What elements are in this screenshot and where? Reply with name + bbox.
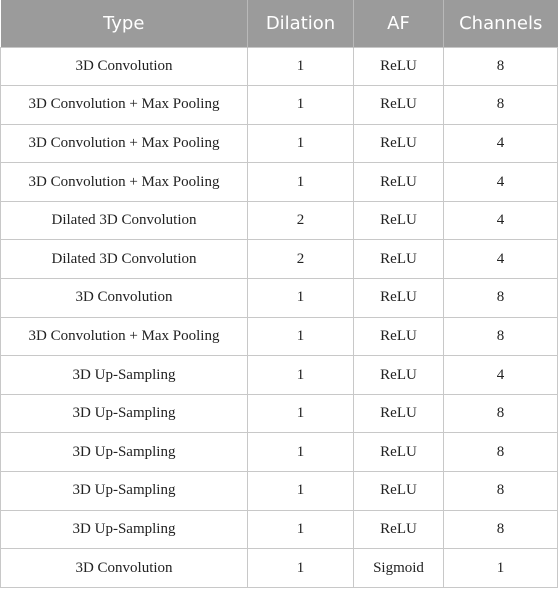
cell-channels: 4: [444, 201, 558, 240]
cell-dilation: 1: [248, 472, 354, 511]
cell-dilation: 1: [248, 433, 354, 472]
cell-af: ReLU: [354, 47, 444, 86]
cell-dilation: 1: [248, 356, 354, 395]
cell-type: Dilated 3D Convolution: [1, 201, 248, 240]
cell-dilation: 1: [248, 317, 354, 356]
table-row: [1, 356, 558, 395]
cell-channels: 4: [444, 240, 558, 279]
cell-type: 3D Convolution + Max Pooling: [1, 124, 248, 163]
cell-type: 3D Up-Sampling: [1, 394, 248, 433]
cell-type: 3D Up-Sampling: [1, 510, 248, 549]
table-row: [1, 240, 558, 279]
cell-af: Sigmoid: [354, 549, 444, 588]
table-row: [1, 510, 558, 549]
cell-channels: 8: [444, 433, 558, 472]
table-row: [1, 86, 558, 125]
cell-dilation: 1: [248, 394, 354, 433]
cell-af: ReLU: [354, 472, 444, 511]
cell-af: ReLU: [354, 201, 444, 240]
cell-type: 3D Convolution: [1, 47, 248, 86]
table-row: [1, 317, 558, 356]
table-row: [1, 472, 558, 511]
table-row: [1, 47, 558, 86]
header-type: Type: [103, 12, 145, 34]
cell-channels: 4: [444, 163, 558, 202]
cell-type: 3D Convolution + Max Pooling: [1, 163, 248, 202]
table-body: [1, 47, 558, 587]
cell-dilation: 1: [248, 549, 354, 588]
header-row: [1, 0, 558, 47]
table-row: [1, 124, 558, 163]
cell-dilation: 1: [248, 124, 354, 163]
cell-channels: 8: [444, 394, 558, 433]
cell-af: ReLU: [354, 124, 444, 163]
table-row: [1, 201, 558, 240]
header-dilation: Dilation: [248, 0, 354, 47]
table-row: [1, 394, 558, 433]
cell-channels: 8: [444, 86, 558, 125]
cell-dilation: 1: [248, 86, 354, 125]
cell-type: 3D Up-Sampling: [1, 356, 248, 395]
cell-dilation: 2: [248, 240, 354, 279]
cell-channels: 8: [444, 47, 558, 86]
table-row: [1, 279, 558, 318]
cell-channels: 8: [444, 510, 558, 549]
table-row: [1, 433, 558, 472]
cell-dilation: 1: [248, 510, 354, 549]
cell-dilation: 1: [248, 163, 354, 202]
header-channels: Channels: [444, 0, 558, 47]
cell-af: ReLU: [354, 433, 444, 472]
cell-af: ReLU: [354, 394, 444, 433]
cell-type: Dilated 3D Convolution: [1, 240, 248, 279]
table-row: [1, 163, 558, 202]
cell-af: ReLU: [354, 317, 444, 356]
cell-channels: 8: [444, 472, 558, 511]
cell-channels: 4: [444, 356, 558, 395]
table-header: [1, 0, 558, 47]
cell-af: ReLU: [354, 279, 444, 318]
cell-dilation: 2: [248, 201, 354, 240]
cell-af: ReLU: [354, 163, 444, 202]
cell-dilation: 1: [248, 279, 354, 318]
cell-dilation: 1: [248, 47, 354, 86]
cell-type: 3D Up-Sampling: [1, 433, 248, 472]
cell-type: 3D Convolution: [1, 549, 248, 588]
cell-type: 3D Convolution + Max Pooling: [1, 86, 248, 125]
cell-channels: 1: [444, 549, 558, 588]
cell-af: ReLU: [354, 86, 444, 125]
cell-type: 3D Convolution: [1, 279, 248, 318]
cell-channels: 8: [444, 317, 558, 356]
cell-af: ReLU: [354, 356, 444, 395]
cell-channels: 4: [444, 124, 558, 163]
table-row: [1, 549, 558, 588]
header-af: AF: [354, 0, 444, 47]
cell-af: ReLU: [354, 510, 444, 549]
cell-channels: 8: [444, 279, 558, 318]
cell-type: 3D Convolution + Max Pooling: [1, 317, 248, 356]
cell-type: 3D Up-Sampling: [1, 472, 248, 511]
cell-af: ReLU: [354, 240, 444, 279]
